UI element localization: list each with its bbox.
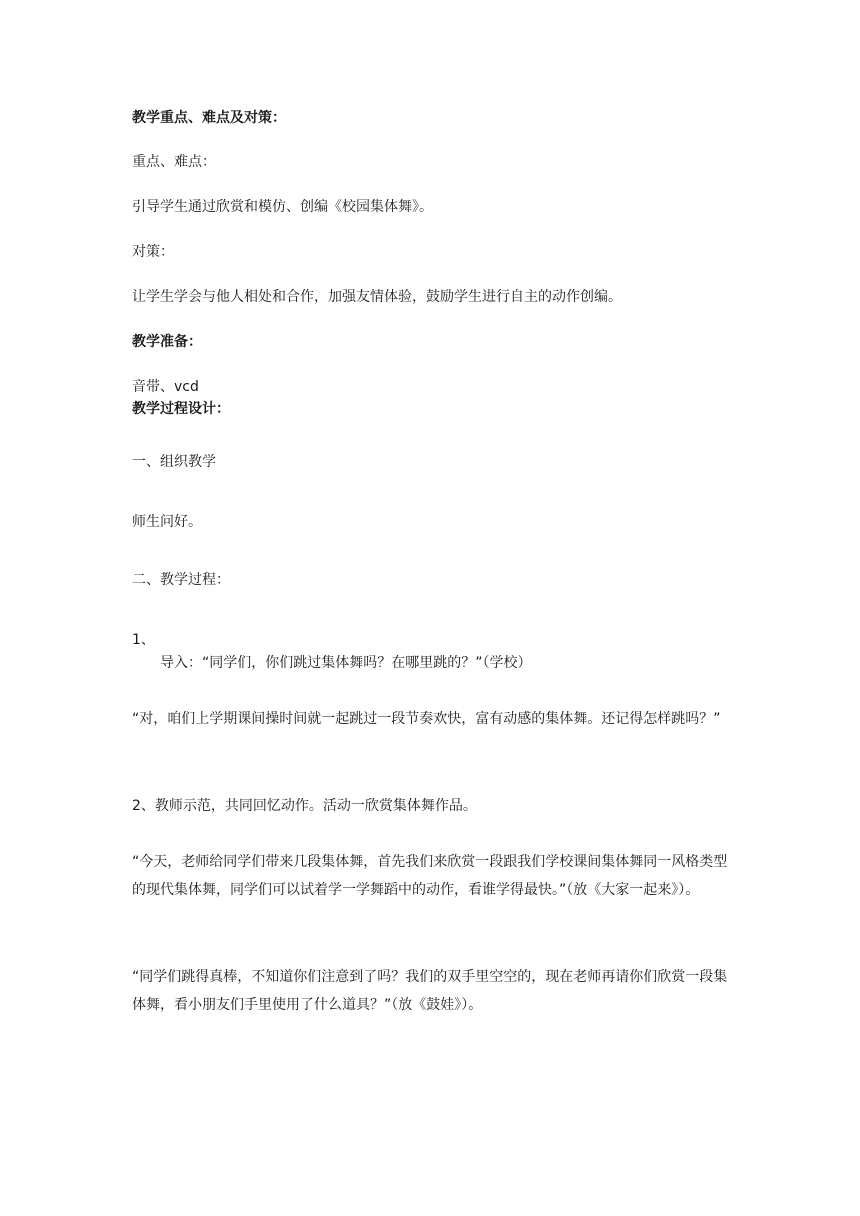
paragraph-praise: “同学们跳得真棒，不知道你们注意到了吗？我们的双手里空空的，现在老师再请你们欣赏一段集体舞，看小朋友们手里使用了什么道具？”（放《鼓娃》）。: [132, 969, 728, 1013]
preparation-text: 音带、vcd: [132, 379, 199, 395]
greeting: 师生问好。: [132, 514, 202, 530]
key-points-text: 引导学生通过欣赏和模仿、创编《校园集体舞》。: [132, 199, 433, 215]
section-two: 二、教学过程：: [132, 572, 230, 588]
strategy-text: 让学生学会与他人相处和合作，加强友情体验，鼓励学生进行自主的动作创编。: [132, 289, 622, 305]
step-one-number: 1、: [132, 632, 155, 648]
heading-key-points: 教学重点、难点及对策：: [132, 110, 286, 126]
step-two: 2、教师示范，共同回忆动作。活动一欣赏集体舞作品。: [132, 798, 477, 814]
key-points-label: 重点、难点：: [132, 154, 216, 170]
step-one-reply: “对，咱们上学期课间操时间就一起跳过一段节奏欢快，富有动感的集体舞。还记得怎样跳吗？”: [132, 711, 721, 727]
paragraph-today: “今天，老师给同学们带来几段集体舞，首先我们来欣赏一段跟我们学校课间集体舞同一风格类型的现代集体舞，同学们可以试着学一学舞蹈中的动作，看谁学得最快。”（放《大家一起来》）。: [132, 854, 728, 898]
section-one: 一、组织教学: [132, 454, 216, 470]
strategy-label: 对策：: [132, 244, 174, 260]
heading-preparation: 教学准备：: [132, 334, 202, 350]
step-one-intro: 导入：“同学们，你们跳过集体舞吗？在哪里跳的？”（学校）: [160, 655, 532, 671]
heading-process: 教学过程设计：: [132, 401, 230, 417]
